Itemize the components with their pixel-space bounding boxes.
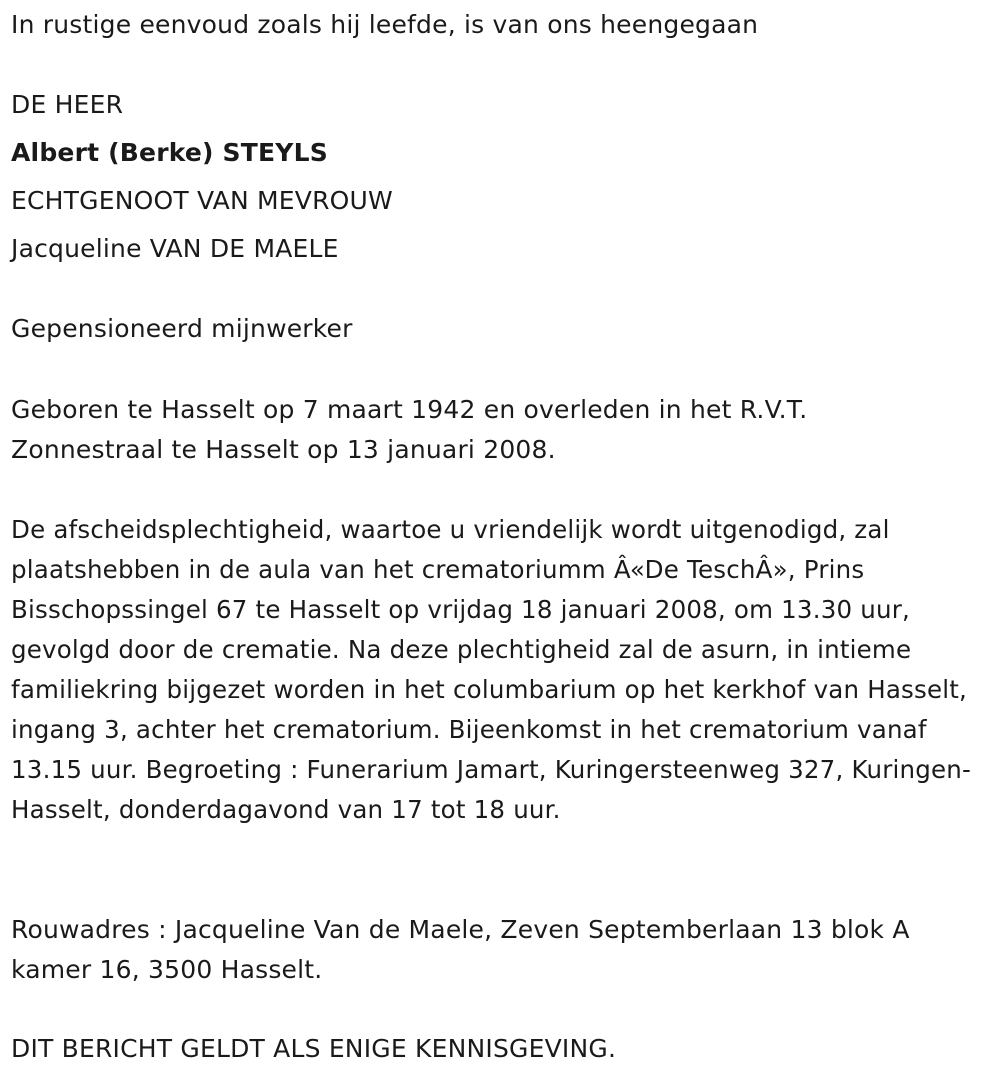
birth-death-paragraph: Geboren te Hasselt op 7 maart 1942 en overleden in het R.V.T. Zonnestraal te Hasselt op 13 januari 2008.: [11, 395, 808, 464]
deceased-name: Albert (Berke) STEYLS: [11, 138, 328, 167]
ceremony-paragraph: De afscheidsplechtigheid, waartoe u vriendelijk wordt uitgenodigd, zal plaatshebben in de aula van het crematoriumm Â«De TeschÂ», Prins Bisschopssingel 67 te Hasselt op vrijdag 18 januari 2008, om 13.30 uur, gevolgd door de crematie. Na deze plechtigheid zal de asurn, in intieme familiekring bijgezet worden in het columbarium op het kerkhof van Hasselt, ingang 3, achter het crematorium. Bijeenkomst in het crematorium vanaf 13.15 uur. Begroeting : Funerarium Jamart, Kuringersteenweg 327, Kuringen-Hasselt, donderdagavond van 17 tot 18 uur.: [11, 515, 972, 824]
occupation-text: Gepensioneerd mijnwerker: [11, 314, 353, 343]
spouse-label: ECHTGENOOT VAN MEVROUW: [11, 186, 393, 215]
spouse-name: Jacqueline VAN DE MAELE: [11, 234, 339, 263]
notice-text: DIT BERICHT GELDT ALS ENIGE KENNISGEVING.: [11, 1034, 617, 1063]
address-paragraph: Rouwadres : Jacqueline Van de Maele, Zeven Septemberlaan 13 blok A kamer 16, 3500 Hasselt.: [11, 915, 910, 984]
title-text: DE HEER: [11, 90, 124, 119]
intro-text: In rustige eenvoud zoals hij leefde, is van ons heengegaan: [11, 10, 759, 39]
